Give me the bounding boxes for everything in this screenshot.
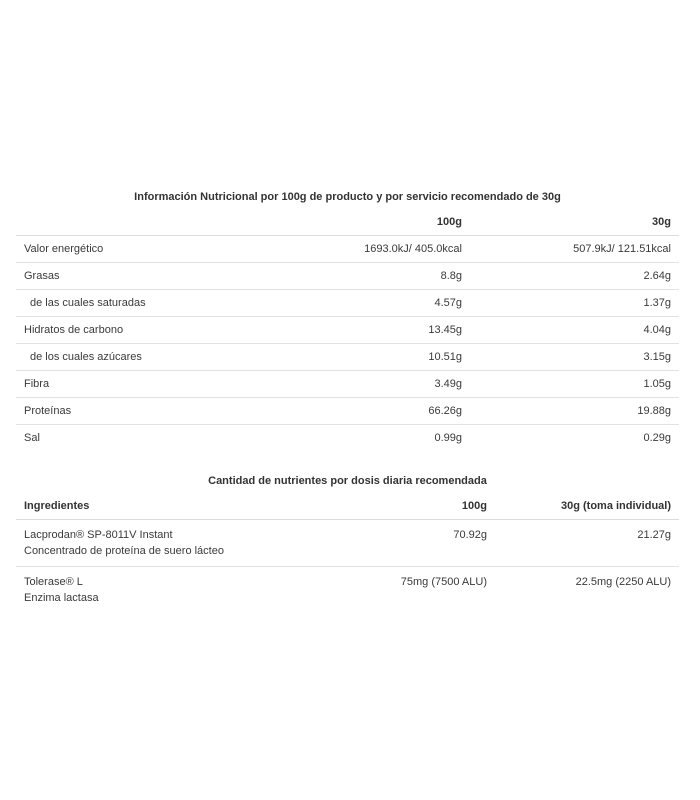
table-row xyxy=(16,263,679,290)
row-label: Proteínas xyxy=(16,398,241,425)
value-100g: 1693.0kJ/ 405.0kcal xyxy=(241,236,470,263)
header-30g-individual: 30g (toma individual) xyxy=(495,492,679,520)
nutrition-table xyxy=(16,208,679,451)
table-row xyxy=(16,317,679,344)
value-100g: 0.99g xyxy=(434,432,462,444)
table-row xyxy=(16,371,679,398)
ingredient-description: Enzima lactasa xyxy=(24,592,99,604)
value-30g: 1.05g xyxy=(470,371,679,398)
ingredient-name: Lacprodan® SP-8011V Instant xyxy=(24,529,173,541)
value-100g: 3.49g xyxy=(241,371,470,398)
table-row xyxy=(16,398,679,425)
dosage-table-header xyxy=(16,492,679,520)
value-100g: 70.92g xyxy=(316,520,495,567)
header-30g: 30g xyxy=(470,208,679,236)
row-label: de los cuales azúcares xyxy=(16,344,241,371)
ingredient-cell xyxy=(16,567,316,614)
value-30g: 2.64g xyxy=(470,263,679,290)
value-100g: 4.57g xyxy=(241,290,470,317)
value-30g: 1.37g xyxy=(470,290,679,317)
table-row xyxy=(16,567,679,614)
ingredient-description: Concentrado de proteína de suero lácteo xyxy=(24,545,224,557)
row-label: Sal xyxy=(24,432,40,444)
nutrition-table-header xyxy=(16,208,679,236)
value-100g: 10.51g xyxy=(241,344,470,371)
value-100g: 75mg (7500 ALU) xyxy=(400,576,487,588)
row-label: Hidratos de carbono xyxy=(16,317,241,344)
value-30g: 22.5mg (2250 ALU) xyxy=(575,576,671,588)
row-label: Grasas xyxy=(16,263,241,290)
table-row xyxy=(16,520,679,567)
value-100g: 8.8g xyxy=(241,263,470,290)
dosage-table-title: Cantidad de nutrientes por dosis diaria recomendada xyxy=(208,475,487,487)
table-row xyxy=(16,236,679,263)
header-label-column xyxy=(16,208,241,236)
row-label: Fibra xyxy=(16,371,241,398)
value-30g: 3.15g xyxy=(470,344,679,371)
value-30g: 19.88g xyxy=(470,398,679,425)
header-100g: 100g xyxy=(241,208,470,236)
value-100g: 13.45g xyxy=(241,317,470,344)
table-row xyxy=(16,344,679,371)
value-30g: 507.9kJ/ 121.51kcal xyxy=(470,236,679,263)
table-row xyxy=(16,425,679,452)
header-100g: 100g xyxy=(316,492,495,520)
ingredient-cell xyxy=(16,520,316,567)
row-label: de las cuales saturadas xyxy=(16,290,241,317)
row-label: Valor energético xyxy=(16,236,241,263)
nutrition-table-title: Información Nutricional por 100g de producto y por servicio recomendado de 30g xyxy=(134,191,561,203)
dosage-table xyxy=(16,492,679,613)
value-30g: 0.29g xyxy=(643,432,671,444)
ingredient-name: Tolerase® L xyxy=(24,576,83,588)
value-100g: 66.26g xyxy=(241,398,470,425)
value-30g: 4.04g xyxy=(470,317,679,344)
header-ingredients: Ingredientes xyxy=(16,492,316,520)
nutrition-info xyxy=(16,186,679,613)
value-30g: 21.27g xyxy=(495,520,679,567)
table-row xyxy=(16,290,679,317)
